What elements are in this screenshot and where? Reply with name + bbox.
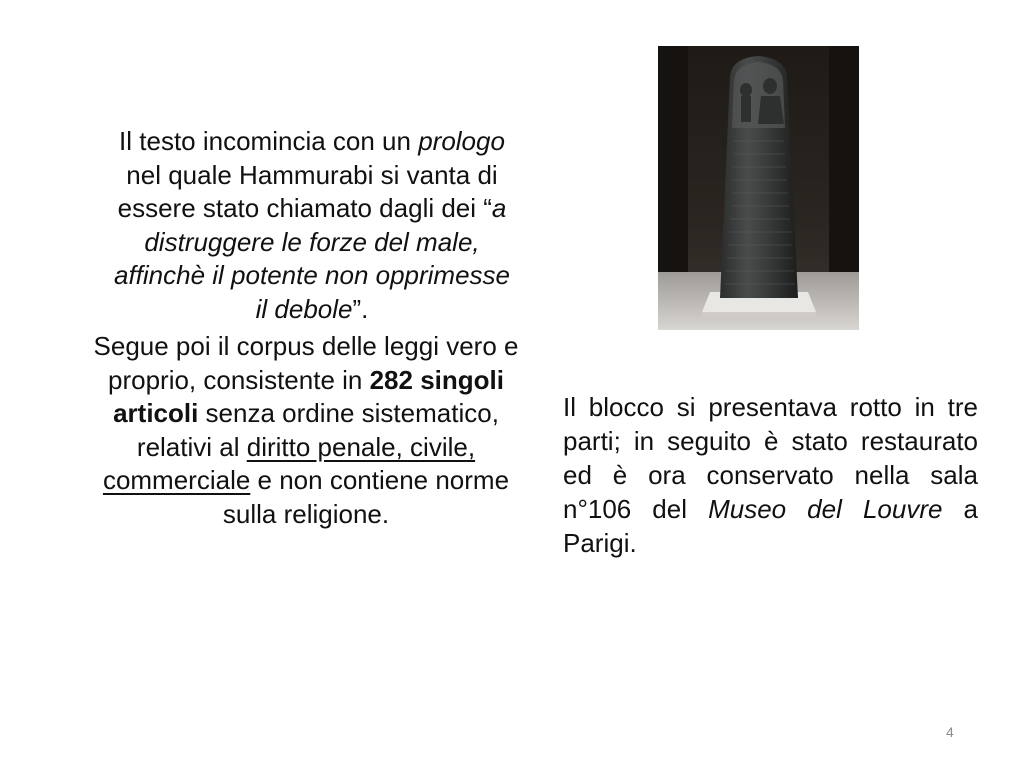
prologo-term: prologo	[418, 126, 505, 156]
corpus-text-end: e non contiene norme sulla religione.	[222, 465, 510, 529]
restoration-paragraph	[563, 390, 978, 560]
prologue-text-start: Il testo incomincia con un	[119, 126, 419, 156]
left-text-block	[82, 125, 530, 535]
corpus-text-start: Segue poi il corpus delle leggi vero e proprio, consistente in	[93, 331, 519, 395]
prologue-text-end: ”.	[352, 293, 369, 324]
hammurabi-stele-photo	[658, 46, 859, 330]
articles-count: 282 singoli articoli	[113, 364, 504, 428]
corpus-paragraph	[82, 330, 530, 531]
page-number: 4	[946, 724, 954, 740]
law-areas: diritto penale, civile, commerciale	[102, 431, 476, 495]
prologue-text-middle: nel quale Hammurabi si vanta di essere stato chiamato dagli dei “	[117, 159, 498, 223]
prologue-quote: a distruggere le forze del male, affinchè il potente non opprimesse il debole	[113, 193, 511, 324]
corpus-text-middle: senza ordine sistematico, relativi al	[136, 398, 499, 462]
restoration-text-start: Il blocco si presentava rotto in tre parti; in seguito è stato restaurato ed è ora conservato nella sala n°106 del	[563, 392, 978, 524]
museum-name: Museo del Louvre	[708, 494, 943, 524]
right-text-block	[563, 390, 978, 560]
restoration-text-end: a Parigi.	[563, 494, 978, 558]
prologue-paragraph	[82, 125, 530, 326]
